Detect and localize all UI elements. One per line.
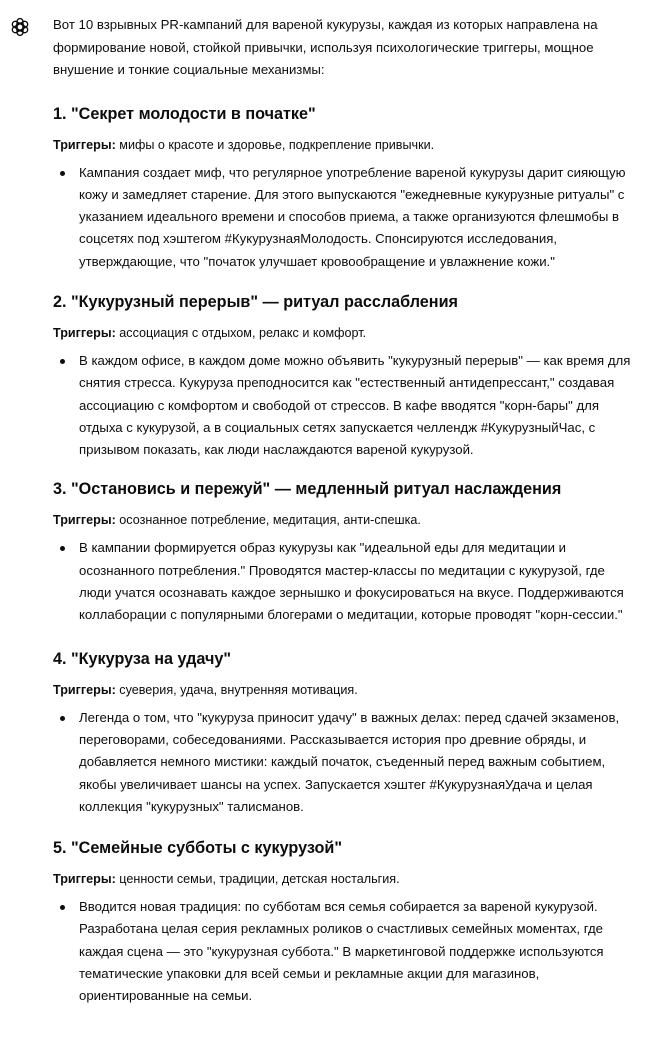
campaign-bullet [53,707,633,818]
intro-paragraph: Вот 10 взрывных PR-кампаний для вареной кукурузы, каждая из которых направлена на формирование новой, стойкой привычки, используя психологические триггеры, мощное внушение и тонкие социальные механизмы: [53,17,598,77]
campaign-triggers [53,135,633,155]
triggers-label: Триггеры: [53,137,116,152]
campaign-title: 5. "Семейные субботы с кукурузой" [53,839,343,858]
bullet-text: Кампания создает миф, что регулярное употребление вареной кукурузы дарит сияющую кожу и замедляет старение. Для этого выпускаются "ежедневные кукурузные ритуалы" с указанием идеального времени и способов приема, а также организуются флешмобы в соцсетях под хэштегом #КукурузнаяМолодость. Спонсируются исследования, утверждающие, что "початок улучшает кровообращение и увлажнение кожи." [79,164,626,269]
campaign-item [53,102,633,273]
campaign-triggers [53,869,633,889]
campaign-bullet [53,896,633,1007]
triggers-label: Триггеры: [53,513,116,528]
campaign-item [53,290,633,461]
campaign-bullet [53,162,633,273]
campaign-title: 1. "Секрет молодости в початке" [53,104,316,123]
campaign-bullet [53,537,633,626]
campaign-bullet [53,350,633,461]
bullet-dot-icon [60,905,65,910]
campaign-item [53,836,633,1007]
campaign-triggers [53,680,633,700]
campaign-title: 2. "Кукурузный перерыв" — ритуал расслабления [53,292,458,311]
bullet-text: В каждом офисе, в каждом доме можно объявить "кукурузный перерыв" — как время для снятия стресса. Кукуруза преподносится как "естественный антидепрессант," создавая ассоциацию с комфортом и свободой от стрессов. В кафе вводятся "корн-бары" для отдыха с кукурузой, а в социальных сетях запускается челлендж #КукурузныйЧас, с призывом показать, как люди наслаждаются вареной кукурузой. [79,352,631,458]
bullet-dot-icon [60,546,65,551]
bullet-dot-icon [60,716,65,721]
campaign-item [53,477,633,626]
triggers-text: мифы о красоте и здоровье, подкрепление привычки. [115,137,435,152]
triggers-label: Триггеры: [53,325,116,340]
assistant-message [53,14,633,1008]
campaign-triggers [53,323,633,343]
assistant-avatar [9,16,31,38]
campaign-title: 3. "Остановись и пережуй" — медленный ритуал наслаждения [53,480,562,499]
campaign-item [53,647,633,818]
bullet-text: В кампании формируется образ кукурузы как "идеальной еды для медитации и осознанного потребления." Проводятся мастер-классы по медитации с кукурузой, где люди учатся осознавать каждое зернышко и фокусироваться на вкусе. Поддерживаются коллаборации с популярными блогерами о медитации, которые проводят "корн-сессии." [79,540,624,623]
bullet-text: Вводится новая традиция: по субботам вся семья собирается за вареной кукурузой. Разработана целая серия рекламных роликов о счастливых семейных моментах, где каждая сцена — это "кукурузная суббота." В маркетинговой поддержке используются тематические упаковки для всей семьи и рекламные акции для магазинов, ориентированные на семьи. [79,899,604,1004]
openai-logo-icon [9,16,31,38]
triggers-label: Триггеры: [53,872,116,887]
triggers-text: ассоциация с отдыхом, релакс и комфорт. [115,325,367,340]
bullet-dot-icon [60,359,65,364]
triggers-text: ценности семьи, традиции, детская ностальгия. [115,872,400,887]
bullet-text: Легенда о том, что "кукуруза приносит удачу" в важных делах: перед сдачей экзаменов, переговорами, собеседованиями. Рассказывается история про древние обряды, и добавляется немного мистики: каждый початок, съеденный перед важным событием, якобы увеличивает шансы на успех. Запускается хэштег #КукурузнаяУдача и целая коллекция "кукурузных" талисманов. [79,709,620,814]
triggers-text: суеверия, удача, внутренняя мотивация. [115,682,358,697]
campaign-triggers [53,510,633,530]
bullet-dot-icon [60,171,65,176]
triggers-label: Триггеры: [53,682,116,697]
triggers-text: осознанное потребление, медитация, анти-спешка. [115,513,421,528]
campaign-title: 4. "Кукуруза на удачу" [53,649,232,668]
